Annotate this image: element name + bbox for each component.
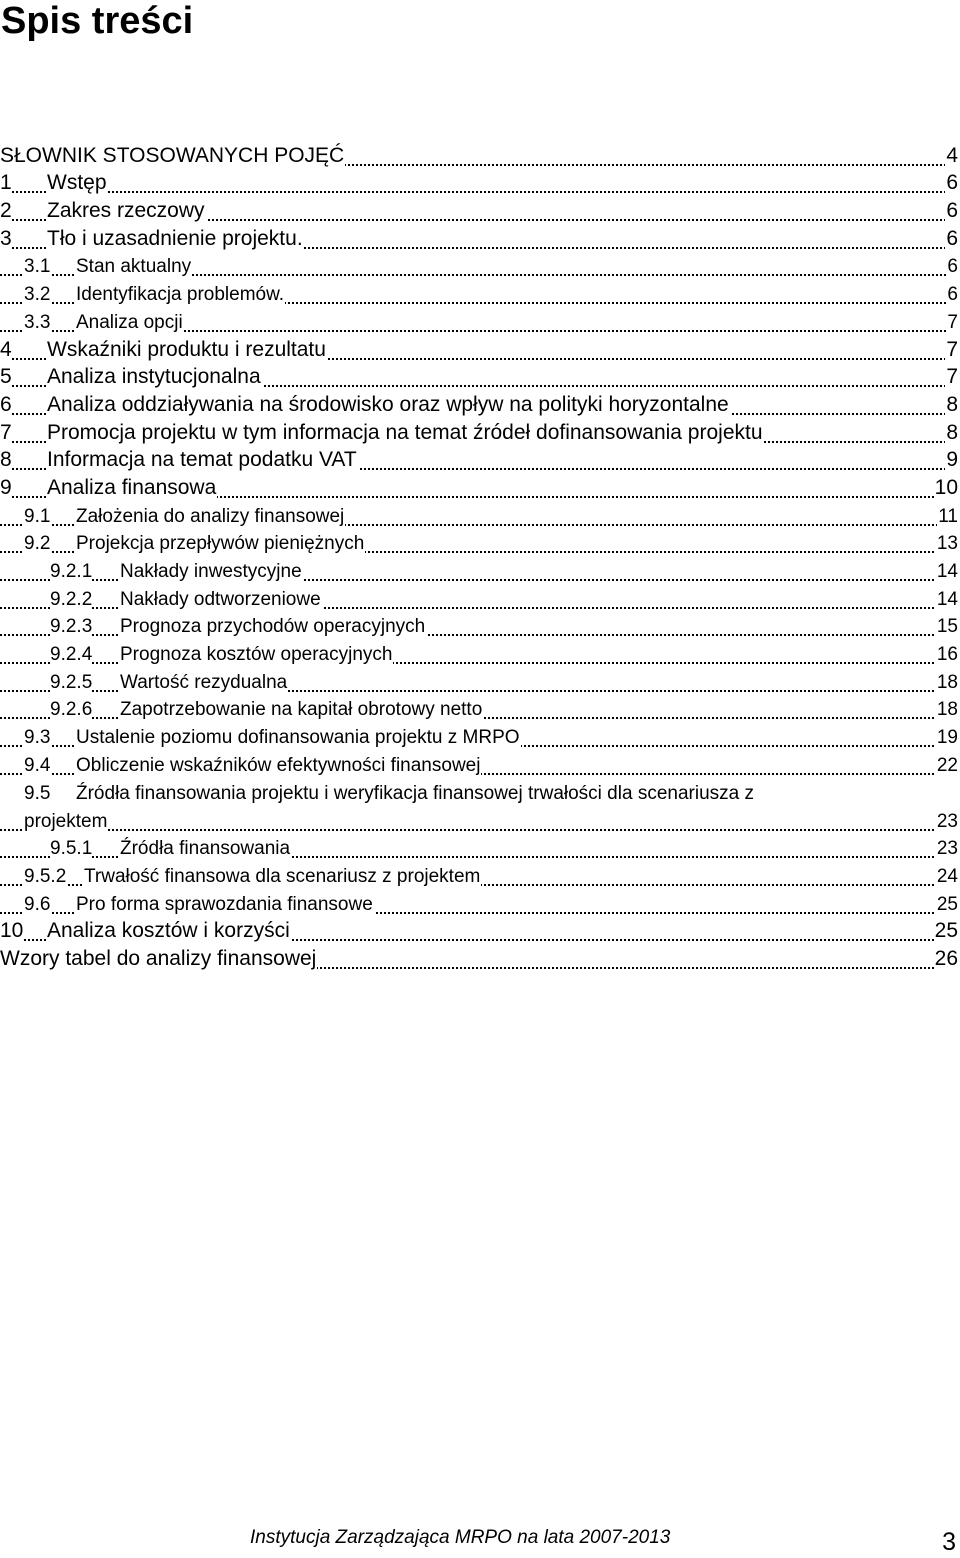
toc-entry-page: 24 [936, 865, 958, 887]
toc-entry-page: 25 [936, 893, 958, 915]
toc-entry-page: 14 [936, 588, 958, 610]
toc-entry-page: 15 [936, 616, 958, 638]
toc-entry-number: 3 [0, 226, 12, 250]
toc-entry[interactable] [0, 918, 960, 946]
toc-entry-page: 6 [946, 171, 958, 195]
toc-entry-number: 9.2.3 [50, 616, 93, 638]
toc-entry-title: Wartość rezydualna [120, 671, 288, 693]
toc-entry-number: 9.3 [24, 727, 51, 749]
toc-entry[interactable] [0, 723, 960, 751]
toc-entry-title: Informacja na temat podatku VAT [47, 448, 357, 472]
toc-entry-page: 4 [946, 143, 958, 167]
toc-entry-title: Analiza finansowa [47, 475, 217, 499]
toc-entry-page: 18 [936, 671, 958, 693]
toc-entry-title: Źródła finansowania [120, 838, 291, 860]
toc-entry-page: 6 [946, 199, 958, 223]
toc-entry-number: 7 [0, 420, 12, 444]
toc-entry-page: 8 [946, 392, 958, 416]
toc-entry-number: 3.1 [24, 256, 51, 278]
toc-entry-title: Założenia do analizy finansowej [76, 505, 345, 527]
toc-entry-number: 3.3 [24, 311, 51, 333]
toc-leader-dots [0, 191, 958, 193]
toc-entry[interactable] [0, 668, 960, 696]
toc-entry-number: 9.6 [24, 893, 51, 915]
toc-entry-title: Wzory tabel do analizy finansowej [0, 946, 317, 970]
toc-entry[interactable] [0, 142, 960, 170]
toc-entry[interactable] [0, 807, 960, 835]
table-of-contents [0, 142, 960, 973]
toc-entry-number: 9.2.6 [50, 699, 93, 721]
toc-entry-title: Ustalenie poziomu dofinansowania projektu z MRPO [76, 727, 520, 749]
toc-entry-number: 6 [0, 392, 12, 416]
toc-entry[interactable] [0, 225, 960, 253]
toc-entry[interactable] [0, 696, 960, 724]
toc-entry-page: 7 [946, 365, 958, 389]
toc-entry-number: 3.2 [24, 284, 51, 306]
toc-entry-title: Nakłady inwestycyjne [120, 561, 302, 582]
footer-text: Instytucja Zarządzająca MRPO na lata 2007-2013 [250, 1527, 671, 1548]
toc-entry-page: 23 [936, 810, 958, 832]
toc-entry-title: Zapotrzebowanie na kapitał obrotowy netto [120, 699, 483, 721]
toc-entry-number: 9 [0, 475, 12, 499]
toc-entry-title: Tło i uzasadnienie projektu. [47, 226, 303, 250]
toc-entry[interactable] [0, 253, 960, 281]
toc-entry[interactable] [0, 557, 960, 585]
toc-entry[interactable] [0, 890, 960, 918]
toc-entry-number: 9.4 [24, 754, 51, 776]
toc-entry-number: 9.5.2 [24, 865, 67, 887]
toc-entry-title: Pro forma sprawozdania finansowe [76, 893, 373, 915]
page-title: Spis treści [1, 0, 194, 42]
toc-entry-number: 9.1 [24, 505, 51, 527]
toc-entry-page: 7 [947, 311, 958, 333]
toc-entry-page: 6 [946, 226, 958, 250]
toc-entry[interactable] [0, 308, 960, 336]
toc-entry-title: Analiza opcji [76, 311, 183, 333]
toc-entry-page: 6 [947, 284, 958, 306]
toc-entry-title: Analiza kosztów i korzyści [47, 919, 290, 943]
page-number: 3 [942, 1528, 956, 1556]
toc-entry[interactable] [0, 530, 960, 558]
toc-entry-page: 6 [947, 256, 958, 278]
toc-entry-number: 10 [0, 919, 24, 943]
toc-entry-title: Zakres rzeczowy [47, 199, 205, 223]
toc-entry-title: Trwałość finansowa dla scenariusz z projektem [84, 865, 481, 887]
toc-entry-page: 22 [936, 754, 958, 776]
toc-entry-title: Prognoza kosztów operacyjnych [120, 644, 393, 666]
toc-entry[interactable] [0, 613, 960, 641]
toc-entry[interactable] [0, 364, 960, 392]
toc-entry-title: Wskaźniki produktu i rezultatu [47, 337, 326, 361]
toc-entry-number: 9.2.1 [50, 561, 93, 582]
toc-entry[interactable] [0, 197, 960, 225]
toc-entry[interactable] [0, 779, 960, 807]
toc-entry-title: Źródła finansowania projektu i weryfikacja finansowej trwałości dla scenariusza z [76, 782, 754, 804]
toc-entry-title: Analiza instytucjonalna [47, 365, 261, 389]
toc-entry-title: Stan aktualny [76, 256, 192, 278]
toc-entry-page: 23 [936, 838, 958, 860]
toc-entry-number: 1 [0, 171, 12, 195]
toc-entry-title: Analiza oddziaływania na środowisko oraz wpływ na polityki horyzontalne [47, 392, 729, 416]
toc-entry[interactable] [0, 336, 960, 364]
toc-entry-title: Wstęp [47, 171, 107, 195]
toc-entry-title: Prognoza przychodów operacyjnych [120, 616, 426, 638]
toc-entry[interactable] [0, 945, 960, 973]
toc-entry[interactable] [0, 391, 960, 419]
toc-entry-number: 9.2.5 [50, 671, 93, 693]
toc-entry[interactable] [0, 419, 960, 447]
toc-entry[interactable] [0, 280, 960, 308]
toc-entry-number: 9.5.1 [50, 838, 93, 860]
toc-entry-page: 19 [936, 727, 958, 749]
toc-entry-page: 13 [936, 533, 958, 555]
toc-entry-number: 9.2.2 [50, 588, 93, 610]
toc-entry-page: 7 [946, 337, 958, 361]
toc-entry-title: Promocja projektu w tym informacja na temat źródeł dofinansowania projektu [47, 420, 763, 444]
toc-entry-title: Nakłady odtworzeniowe [120, 588, 321, 610]
toc-entry[interactable] [0, 585, 960, 613]
toc-entry[interactable] [0, 502, 960, 530]
toc-entry-title: Projekcja przepływów pieniężnych [76, 533, 365, 555]
toc-entry-title: projektem [24, 810, 108, 832]
toc-entry-number: 5 [0, 365, 12, 389]
toc-entry-page: 10 [934, 475, 958, 499]
toc-entry-page: 26 [934, 946, 958, 970]
toc-entry-page: 14 [936, 561, 958, 582]
toc-entry[interactable] [0, 835, 960, 863]
toc-entry-title: Identyfikacja problemów. [76, 284, 285, 306]
toc-entry[interactable] [0, 751, 960, 779]
toc-entry-page: 9 [946, 448, 958, 472]
toc-entry-number: 9.2.4 [50, 644, 93, 666]
toc-entry[interactable] [0, 640, 960, 668]
toc-entry-number: 8 [0, 448, 12, 472]
toc-entry-number: 4 [0, 337, 12, 361]
toc-entry-number: 2 [0, 199, 12, 223]
toc-leader-dots [0, 829, 958, 831]
toc-entry-page: 25 [934, 919, 958, 943]
toc-entry-title: Obliczenie wskaźników efektywności finansowej [76, 754, 481, 776]
toc-entry-page: 18 [936, 699, 958, 721]
toc-entry-title: SŁOWNIK STOSOWANYCH POJĘĆ [0, 143, 345, 167]
toc-entry[interactable] [0, 474, 960, 502]
toc-entry-page: 16 [936, 644, 958, 666]
toc-entry-page: 11 [938, 505, 958, 527]
toc-entry[interactable] [0, 862, 960, 890]
toc-entry-page: 8 [946, 420, 958, 444]
toc-entry-number: 9.5 [24, 782, 51, 804]
toc-entry[interactable] [0, 447, 960, 475]
toc-entry-number: 9.2 [24, 533, 51, 555]
toc-entry[interactable] [0, 170, 960, 198]
